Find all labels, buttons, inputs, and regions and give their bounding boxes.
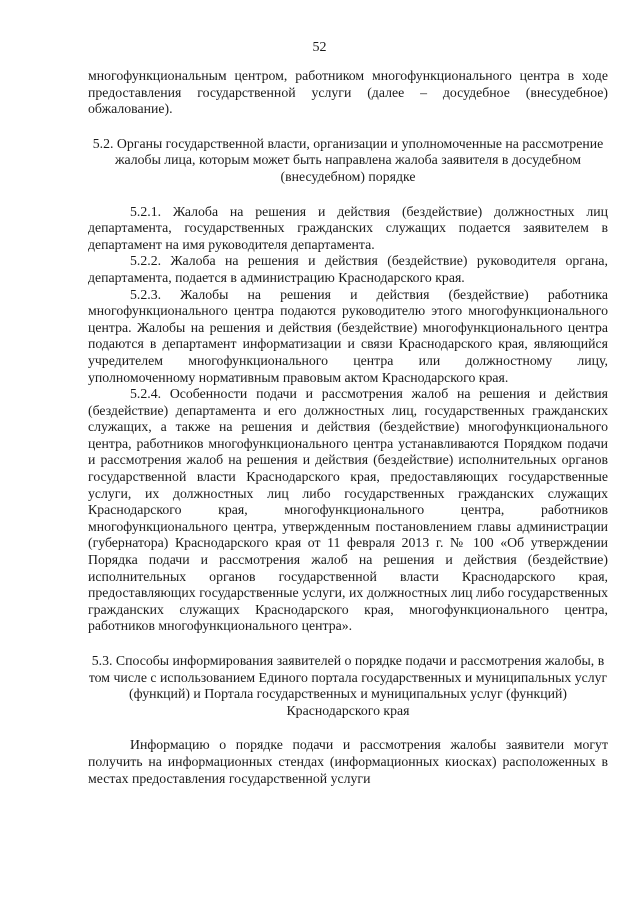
paragraph-5-2-1: 5.2.1. Жалоба на решения и действия (бездействие) должностных лиц департамента, государственных гражданских служащих подается заявителем в департамент на имя руководителя департамента.	[88, 203, 608, 252]
paragraph-5-2-3: 5.2.3. Жалобы на решения и действия (бездействие) работника многофункционального центра подаются руководителю этого многофункционального центра. Жалобы на решения и действия (бездействие) многофункционального центра подаются в департамент информатизации и связи Краснодарского края, являющийся учредителем многофункционального центра или должностному лицу, уполномоченному нормативным правовым актом Краснодарского края.	[88, 286, 608, 385]
paragraph-5-3-1: Информацию о порядке подачи и рассмотрения жалобы заявители могут получить на информационных стендах (информационных киосках) расположенных в местах предоставления государственной услуги	[88, 737, 608, 786]
paragraph-5-2-2: 5.2.2. Жалоба на решения и действия (бездействие) руководителя органа, департамента, подается в администрацию Краснодарского края.	[88, 253, 608, 285]
section-5-2-heading: 5.2. Органы государственной власти, организации и уполномоченные на рассмотрение жалобы лица, которым может быть направлена жалоба заявителя в досудебном (внесудебном) порядке	[92, 135, 604, 184]
page-content	[88, 68, 608, 787]
intro-paragraph: многофункциональным центром, работником многофункционального центра в ходе предоставления государственной услуги (далее – досудебное (внесудебное) обжалование).	[88, 68, 608, 117]
section-5-3-heading: 5.3. Способы информирования заявителей о порядке подачи и рассмотрения жалобы, в том числе с использованием Единого портала государственных и муниципальных услуг (функций) и Портала государственных и муниципальных услуг (функций) Краснодарского края	[88, 653, 608, 718]
page-number: 52	[312, 40, 327, 55]
paragraph-5-2-4: 5.2.4. Особенности подачи и рассмотрения жалоб на решения и действия (бездействие) департамента и его должностных лиц, государственных гражданских служащих, а также на решения и действия (бездействие) многофункционального центра, работников многофункционального центра устанавливаются Порядком подачи и рассмотрения жалоб на решения и действия (бездействие) исполнительных органов государственной власти Краснодарского края, предоставляющих государственные услуги, их должностных лиц либо государственных гражданских служащих Краснодарского края, многофункционального центра, работников многофункционального центра, утвержденным постановлением главы администрации (губернатора) Краснодарского края от 11 февраля 2013 г. № 100 «Об утверждении Порядка подачи и рассмотрения жалоб на решения и действия (бездействие) исполнительных органов государственной власти Краснодарского края, предоставляющих государственные услуги, их должностных лиц либо государственных гражданских служащих Краснодарского края, многофункционального центра, работников многофункционального центра».	[88, 386, 608, 634]
